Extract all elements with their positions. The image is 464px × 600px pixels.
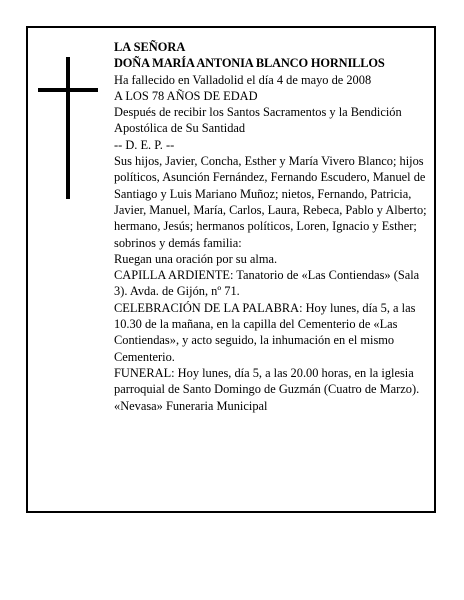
funeral-info: FUNERAL: Hoy lunes, día 5, a las 20.00 horas, en la iglesia parroquial de Santo Domingo de Guzmán (Cuatro de Marzo). [114,365,420,397]
notice-title: LA SEÑORA [114,40,186,54]
funeral-home: «Nevasa» Funeraria Municipal [114,398,268,413]
obituary-notice [26,26,436,513]
sacraments-statement: Después de recibir los Santos Sacramentos y la Bendición Apostólica de Su Santidad [114,105,402,136]
deceased-name: DOÑA MARÍA ANTONIA BLANCO HORNILLOS [114,56,385,71]
family-list: Sus hijos, Javier, Concha, Esther y María Vivero Blanco; hijos políticos, Asunción Fernández, Fernando Escudero, Manuel de Santiago y Luis Mariano Muñoz; nietos, Fernando, Patricia, Javier, Manuel, María, Carlos, Laura, Rebeca, Pablo y Alberto; hermano, Jesús; hermanos políticos, Loren, Ignacio y Esther; sobrinos y demás familia: [114,154,427,250]
notice-body [114,39,432,414]
prayer-request: Ruegan una oración por su alma. [114,251,278,266]
cross-icon [38,57,98,199]
celebration-info: CELEBRACIÓN DE LA PALABRA: Hoy lunes, día 5, a las 10.30 de la mañana, en la capilla del Cementerio de «Las Contiendas», y acto seguido, la inhumación en el mismo Cementerio. [114,300,416,364]
cross-horizontal-bar [38,88,98,92]
chapel-info: CAPILLA ARDIENTE: Tanatorio de «Las Contiendas» (Sala 3). Avda. de Gijón, nº 71. [114,268,420,299]
age-statement: A LOS 78 AÑOS DE EDAD [114,88,258,103]
cross-vertical-bar [66,57,70,199]
death-statement: Ha fallecido en Valladolid el día 4 de mayo de 2008 [114,72,372,87]
dep-line: -- D. E. P. -- [114,137,175,152]
